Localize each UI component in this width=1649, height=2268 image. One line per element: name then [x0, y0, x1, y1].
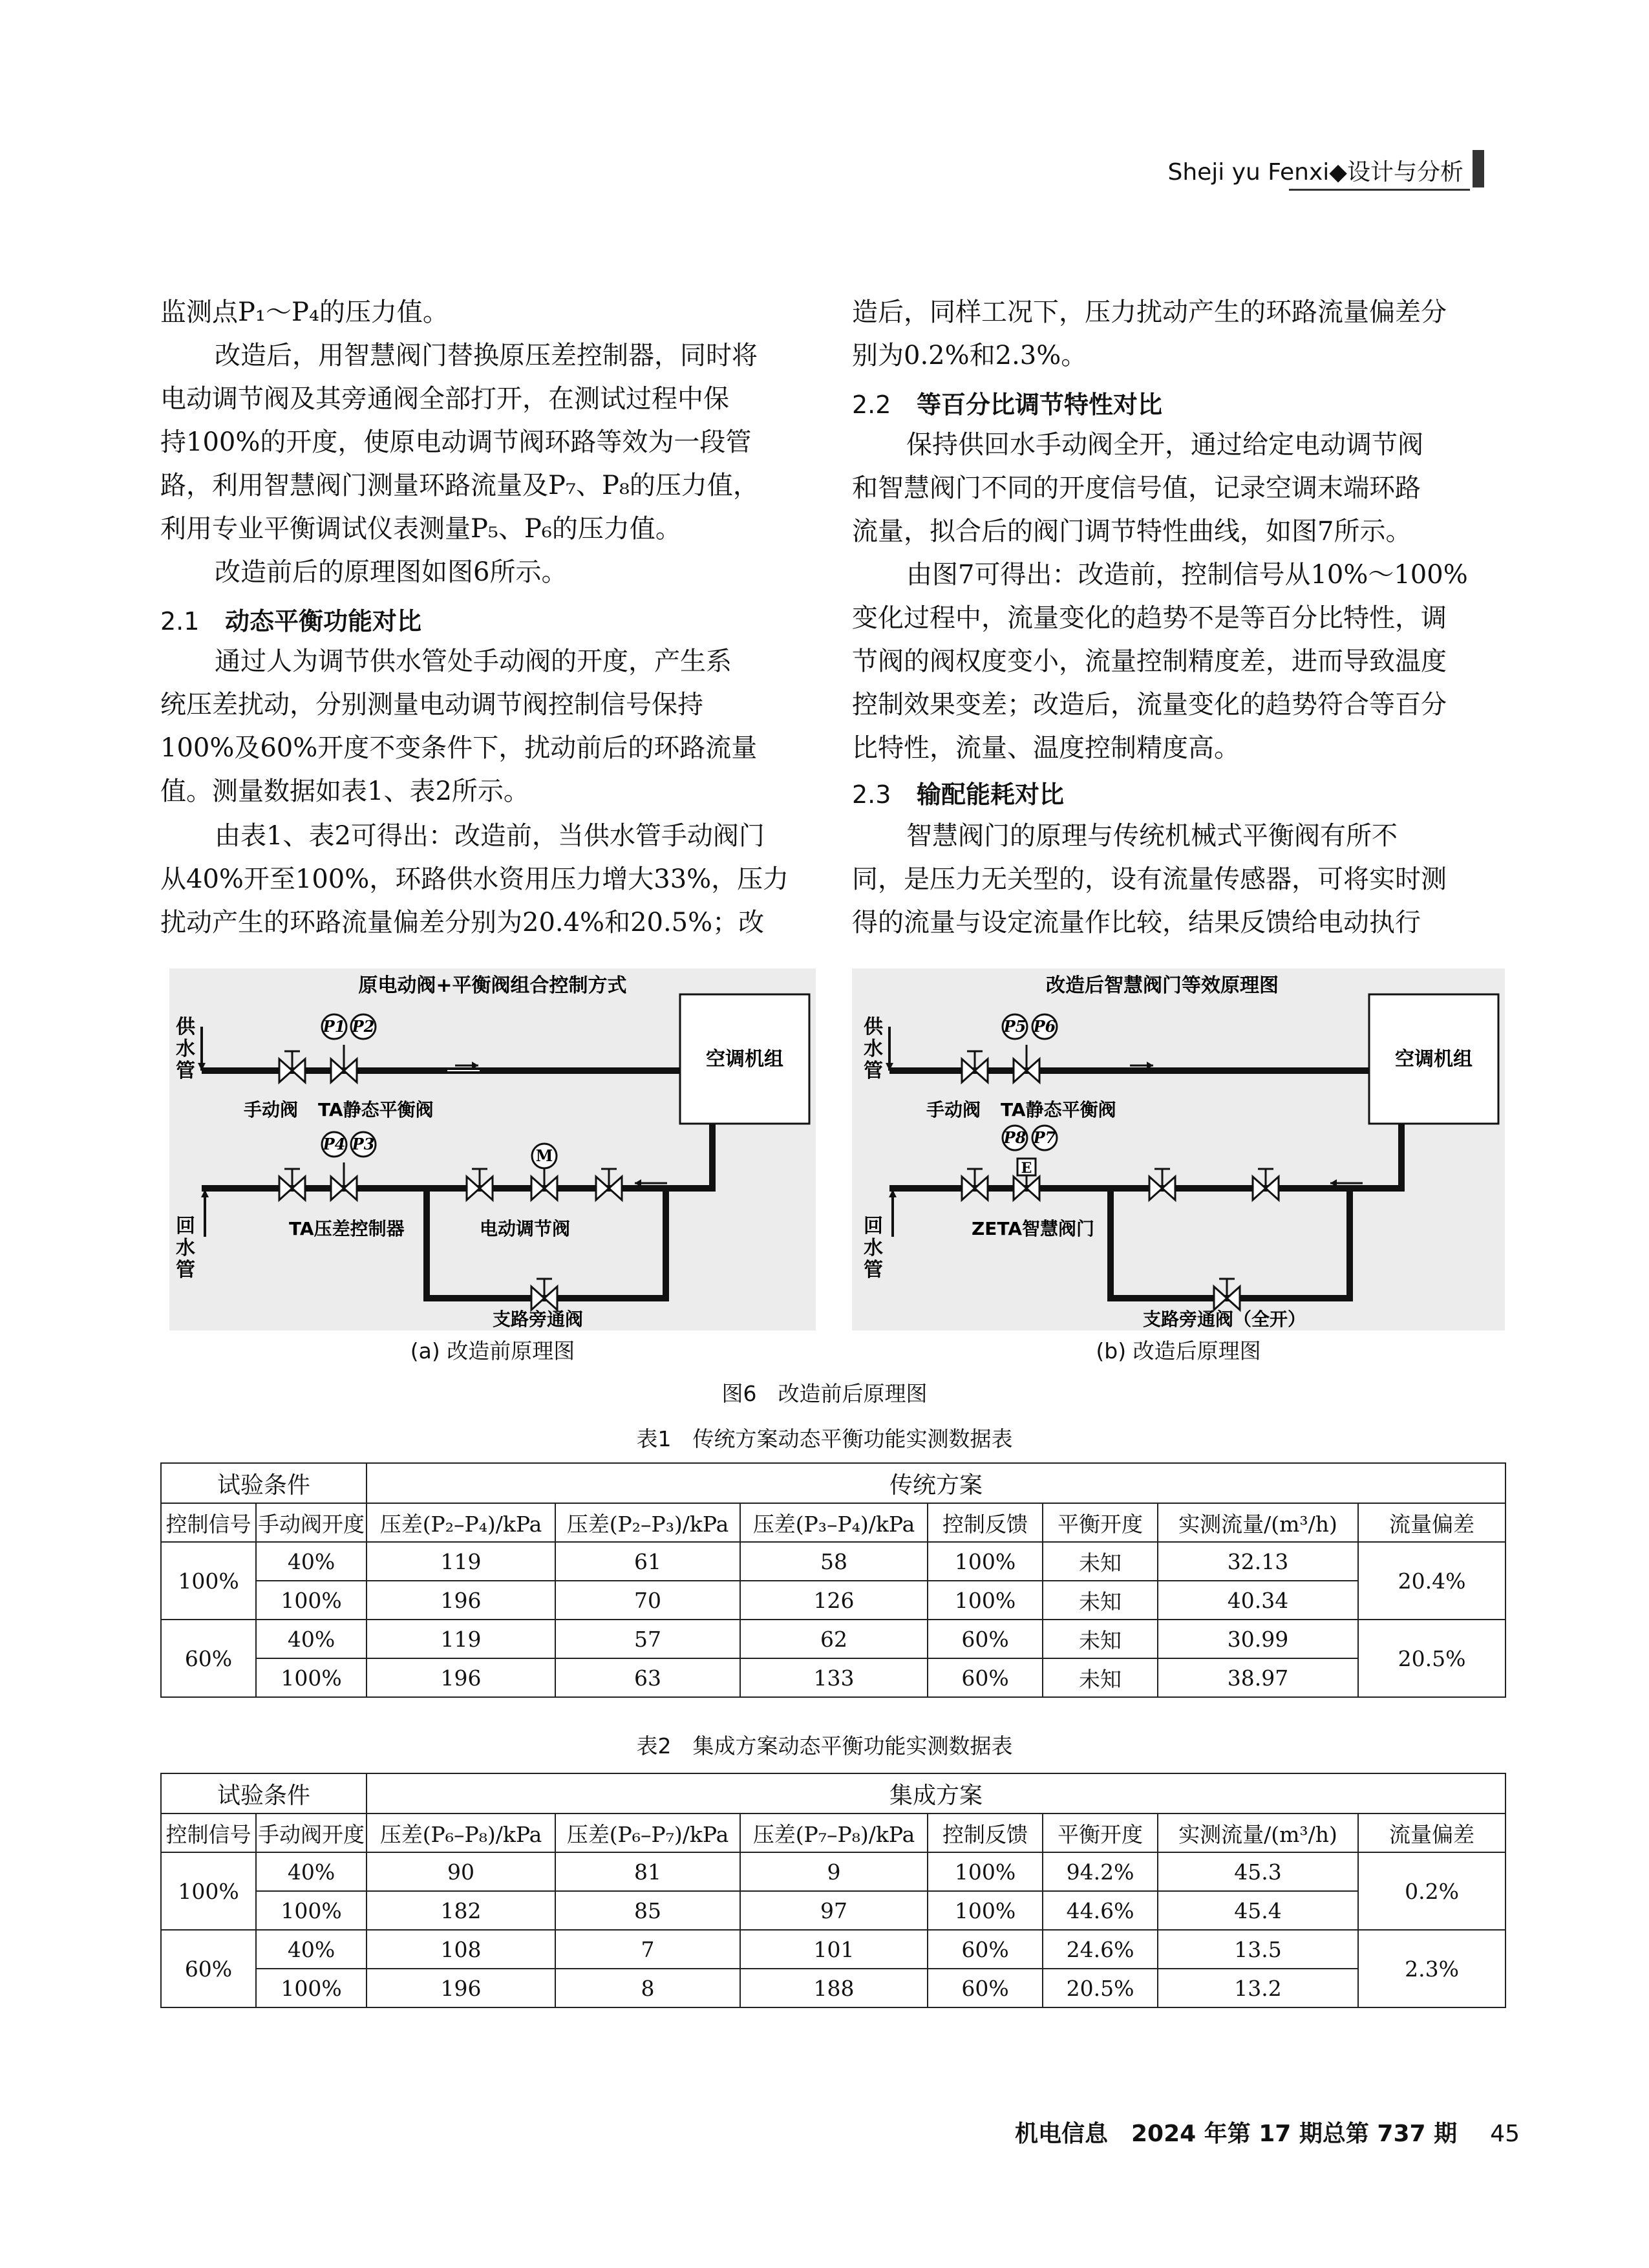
section-2-3-heading — [852, 775, 1064, 810]
table-cell: 119 — [367, 1542, 555, 1581]
electric-valve-label: 电动调节阀 — [480, 1218, 571, 1239]
header-cell: 压差(P₂–P₄)/kPa — [367, 1503, 555, 1542]
table-1-title: 表1 传统方案动态平衡功能实测数据表 — [636, 1426, 1013, 1451]
table-cell: 60% — [928, 1620, 1043, 1658]
header-cell: 压差(P₃–P₄)/kPa — [740, 1503, 928, 1542]
table-2 — [160, 1773, 1506, 2008]
manual-valve-label: 手动阀 — [244, 1099, 299, 1120]
table-cell: 188 — [740, 1969, 928, 2007]
table-cell: 100% — [928, 1891, 1043, 1930]
control-signal-cell: 60% — [161, 1620, 256, 1697]
header-cell: 控制反馈 — [928, 1813, 1043, 1852]
header-cell: 手动阀开度 — [256, 1503, 367, 1542]
section-number: 2.3 — [852, 780, 891, 809]
return-pipe-label: 回 — [176, 1215, 195, 1237]
section-2-2-heading — [852, 385, 1162, 420]
header-cell: 控制反馈 — [928, 1503, 1043, 1542]
table-cell: 60% — [928, 1658, 1043, 1697]
table-group-header-row — [161, 1463, 1505, 1503]
header-cell: 压差(P₇–P₈)/kPa — [740, 1813, 928, 1852]
header-cell: 压差(P₆–P₇)/kPa — [555, 1813, 740, 1852]
table-row — [161, 1969, 1505, 2007]
section-number: 2.2 — [852, 390, 891, 419]
header-cell: 手动阀开度 — [256, 1813, 367, 1852]
figure-6b-title: 改造后智慧阀门等效原理图 — [1046, 974, 1279, 997]
table-row — [161, 1658, 1505, 1697]
figure-6a-diagram — [169, 968, 816, 1331]
table-cell: 7 — [555, 1930, 740, 1969]
table-cell: 100% — [928, 1542, 1043, 1581]
section-title: 输配能耗对比 — [917, 780, 1065, 809]
text-line: 保持供回水手动阀全开，通过给定电动调节阀 — [906, 430, 1423, 460]
left-para-2 — [160, 334, 813, 551]
text-line: 路，利用智慧阀门测量环路流量及P₇、P₈的压力值， — [160, 471, 759, 500]
bypass-valve-label: 支路旁通阀（全开） — [1143, 1309, 1306, 1330]
p3-label: P3 — [352, 1135, 375, 1153]
table-row — [161, 1620, 1505, 1658]
right-para-2 — [852, 423, 1505, 553]
table-cell: 81 — [555, 1852, 740, 1891]
text-line: 同，是压力无关型的，设有流量传感器，可将实时测 — [852, 864, 1447, 894]
header-cell: 流量偏差 — [1358, 1813, 1505, 1852]
table-cell: 63 — [555, 1658, 740, 1697]
group-header-cell: 集成方案 — [367, 1773, 1505, 1813]
flow-deviation-cell: 20.4% — [1358, 1542, 1505, 1620]
return-pipe-label: 回 — [864, 1215, 883, 1237]
text-line: 造后，同样工况下，压力扰动产生的环路流量偏差分 — [852, 297, 1447, 327]
table-cell: 97 — [740, 1891, 928, 1930]
table-row — [161, 1891, 1505, 1930]
supply-pipe-label: 水 — [176, 1038, 195, 1060]
ta-static-valve-label: TA静态平衡阀 — [1001, 1099, 1116, 1120]
p4-label: P4 — [323, 1135, 346, 1153]
table-cell: 13.2 — [1158, 1969, 1358, 2007]
group-header-cell: 试验条件 — [161, 1463, 367, 1503]
table-cell: 38.97 — [1158, 1658, 1358, 1697]
table-cell: 44.6% — [1043, 1891, 1158, 1930]
text-line: 和智慧阀门不同的开度信号值，记录空调末端环路 — [852, 473, 1421, 503]
ta-static-valve-label: TA静态平衡阀 — [318, 1099, 434, 1120]
table-cell: 40% — [256, 1852, 367, 1891]
table-cell: 182 — [367, 1891, 555, 1930]
p2-label: P2 — [352, 1017, 375, 1036]
table-cell: 100% — [928, 1852, 1043, 1891]
table-cell: 57 — [555, 1620, 740, 1658]
header-cell: 平衡开度 — [1043, 1813, 1158, 1852]
supply-pipe-label: 管 — [176, 1060, 195, 1082]
table-cell: 196 — [367, 1658, 555, 1697]
table-row — [161, 1852, 1505, 1891]
figure-6b-caption: (b) 改造后原理图 — [1096, 1338, 1261, 1364]
right-para-1 — [852, 291, 1505, 378]
table-cell: 119 — [367, 1620, 555, 1658]
table-cell: 100% — [256, 1658, 367, 1697]
header-rule — [1289, 189, 1470, 191]
text-line: 扰动产生的环路流量偏差分别为20.4%和20.5%；改 — [160, 908, 765, 937]
table-cell: 40% — [256, 1930, 367, 1969]
running-header — [1157, 150, 1493, 189]
section-2-1-heading — [160, 601, 421, 637]
figure-6-caption: 图6 改造前后原理图 — [721, 1381, 928, 1406]
table-cell: 45.3 — [1158, 1852, 1358, 1891]
page-number: 45 — [1490, 2121, 1520, 2147]
table-cell: 60% — [928, 1969, 1043, 2007]
figure-6b-diagram — [852, 968, 1505, 1331]
return-pipe-label: 水 — [864, 1237, 883, 1259]
table-cell: 未知 — [1043, 1620, 1158, 1658]
table-cell: 20.5% — [1043, 1969, 1158, 2007]
text-line: 节阀的阀权度变小，流量控制精度差，进而导致温度 — [852, 647, 1447, 676]
table-row — [161, 1581, 1505, 1620]
text-line: 从40%开至100%，环路供水资用压力增大33%，压力 — [160, 864, 789, 894]
group-header-cell: 试验条件 — [161, 1773, 367, 1813]
manual-valve-label: 手动阀 — [926, 1099, 981, 1120]
table-cell: 100% — [256, 1969, 367, 2007]
table-cell: 未知 — [1043, 1542, 1158, 1581]
table-row — [161, 1930, 1505, 1969]
text-line: 100%及60%开度不变条件下，扰动前后的环路流量 — [160, 733, 758, 763]
text-line: 由图7可得出：改造前，控制信号从10%～100% — [906, 560, 1468, 590]
header-cell: 控制信号 — [161, 1813, 256, 1852]
left-para-3 — [215, 551, 816, 594]
control-signal-cell: 100% — [161, 1852, 256, 1930]
table-cell: 70 — [555, 1581, 740, 1620]
table-cell: 133 — [740, 1658, 928, 1697]
table-cell: 61 — [555, 1542, 740, 1581]
table-group-header-row — [161, 1773, 1505, 1813]
section-title: 等百分比调节特性对比 — [917, 390, 1163, 419]
text-line: 控制效果变差；改造后，流量变化的趋势符合等百分 — [852, 690, 1447, 720]
header-cell: 压差(P₂–P₃)/kPa — [555, 1503, 740, 1542]
table-cell: 100% — [256, 1581, 367, 1620]
return-pipe-label: 水 — [176, 1237, 195, 1259]
text-line: 统压差扰动，分别测量电动调节阀控制信号保持 — [160, 690, 703, 720]
flow-deviation-cell: 2.3% — [1358, 1930, 1505, 2007]
table-cell: 13.5 — [1158, 1930, 1358, 1969]
table-cell: 未知 — [1043, 1581, 1158, 1620]
p6-label: P6 — [1033, 1017, 1056, 1036]
text-line: 值。测量数据如表1、表2所示。 — [160, 776, 529, 806]
text-line: 持100%的开度，使原电动调节阀环路等效为一段管 — [160, 427, 752, 457]
table-cell: 196 — [367, 1969, 555, 2007]
table-cell: 24.6% — [1043, 1930, 1158, 1969]
table-cell: 85 — [555, 1891, 740, 1930]
table-cell: 90 — [367, 1852, 555, 1891]
left-para-5 — [160, 815, 813, 945]
text-line: 比特性，流量、温度控制精度高。 — [852, 733, 1240, 763]
ac-unit-label: 空调机组 — [1395, 1048, 1473, 1071]
left-para-4 — [160, 640, 813, 813]
bypass-valve-label: 支路旁通阀 — [493, 1309, 584, 1330]
text-line: 利用专业平衡调试仪表测量P₅、P₆的压力值。 — [160, 514, 681, 544]
header-cell: 流量偏差 — [1358, 1503, 1505, 1542]
right-para-4 — [852, 815, 1505, 945]
table-cell: 40.34 — [1158, 1581, 1358, 1620]
table-cell: 58 — [740, 1542, 928, 1581]
header-cell: 控制信号 — [161, 1503, 256, 1542]
zeta-smart-valve-label: ZETA智慧阀门 — [972, 1218, 1095, 1239]
table-cell: 100% — [256, 1891, 367, 1930]
figure-6a-title: 原电动阀+平衡阀组合控制方式 — [358, 974, 627, 997]
text-line: 变化过程中，流量变化的趋势不是等百分比特性，调 — [852, 603, 1447, 633]
p8-label: P8 — [1003, 1128, 1027, 1147]
table-cell: 60% — [928, 1930, 1043, 1969]
table-cell: 126 — [740, 1581, 928, 1620]
return-pipe-label: 管 — [176, 1259, 195, 1281]
text-line: 别为0.2%和2.3%。 — [852, 341, 1087, 370]
p5-label: P5 — [1003, 1017, 1027, 1036]
table-cell: 8 — [555, 1969, 740, 2007]
section-title: 动态平衡功能对比 — [225, 607, 422, 636]
supply-pipe-label: 水 — [864, 1038, 883, 1060]
table-cell: 45.4 — [1158, 1891, 1358, 1930]
header-cell: 实测流量/(m³/h) — [1158, 1503, 1358, 1542]
table-cell: 101 — [740, 1930, 928, 1969]
figure-6a-caption: (a) 改造前原理图 — [410, 1338, 575, 1364]
text-line: 改造后，用智慧阀门替换原压差控制器，同时将 — [215, 341, 758, 370]
left-para-1 — [160, 291, 813, 334]
table-header-row — [161, 1503, 1505, 1542]
header-bar — [1473, 150, 1484, 187]
supply-pipe-label: 供 — [864, 1016, 883, 1038]
header-cell: 实测流量/(m³/h) — [1158, 1813, 1358, 1852]
table-cell: 196 — [367, 1581, 555, 1620]
text-line: 电动调节阀及其旁通阀全部打开，在测试过程中保 — [160, 384, 729, 414]
header-text: Sheji yu Fenxi◆设计与分析 — [1167, 159, 1463, 186]
control-signal-cell: 100% — [161, 1542, 256, 1620]
supply-pipe-label: 供 — [176, 1016, 195, 1038]
text-line: 通过人为调节供水管处手动阀的开度，产生系 — [215, 647, 732, 676]
return-pipe-label: 管 — [864, 1259, 883, 1281]
page-footer — [1015, 2115, 1520, 2148]
table-cell: 40% — [256, 1620, 367, 1658]
header-cell: 平衡开度 — [1043, 1503, 1158, 1542]
table-1 — [160, 1462, 1506, 1698]
table-cell: 100% — [928, 1581, 1043, 1620]
text-line: 监测点P₁～P₄的压力值。 — [160, 297, 449, 327]
right-para-3 — [852, 553, 1505, 770]
section-number: 2.1 — [160, 607, 200, 636]
group-header-cell: 传统方案 — [367, 1463, 1505, 1503]
table-cell: 32.13 — [1158, 1542, 1358, 1581]
control-signal-cell: 60% — [161, 1930, 256, 2007]
e-mark: E — [1021, 1160, 1032, 1177]
text-line: 由表1、表2可得出：改造前，当供水管手动阀门 — [215, 821, 765, 851]
table-2-title: 表2 集成方案动态平衡功能实测数据表 — [636, 1733, 1013, 1759]
flow-deviation-cell: 0.2% — [1358, 1852, 1505, 1930]
header-cell: 压差(P₆–P₈)/kPa — [367, 1813, 555, 1852]
text-line: 流量，拟合后的阀门调节特性曲线，如图7所示。 — [852, 517, 1412, 546]
text-line: 改造前后的原理图如图6所示。 — [215, 557, 568, 587]
table-cell: 62 — [740, 1620, 928, 1658]
supply-pipe-label: 管 — [864, 1060, 883, 1082]
table-cell: 40% — [256, 1542, 367, 1581]
table-cell: 9 — [740, 1852, 928, 1891]
table-cell: 94.2% — [1043, 1852, 1158, 1891]
table-cell: 未知 — [1043, 1658, 1158, 1697]
text-line: 得的流量与设定流量作比较，结果反馈给电动执行 — [852, 908, 1421, 937]
flow-deviation-cell: 20.5% — [1358, 1620, 1505, 1697]
table-header-row — [161, 1813, 1505, 1852]
text-line: 智慧阀门的原理与传统机械式平衡阀有所不 — [906, 821, 1398, 851]
motor-mark: M — [535, 1146, 553, 1165]
p1-label: P1 — [323, 1017, 346, 1036]
ta-dp-controller-label: TA压差控制器 — [289, 1218, 405, 1239]
table-row — [161, 1542, 1505, 1581]
ac-unit-label: 空调机组 — [706, 1048, 783, 1071]
p7-label: P7 — [1033, 1128, 1056, 1147]
table-cell: 108 — [367, 1930, 555, 1969]
journal-info: 机电信息 2024 年第 17 期总第 737 期 — [1014, 2121, 1458, 2147]
table-cell: 30.99 — [1158, 1620, 1358, 1658]
